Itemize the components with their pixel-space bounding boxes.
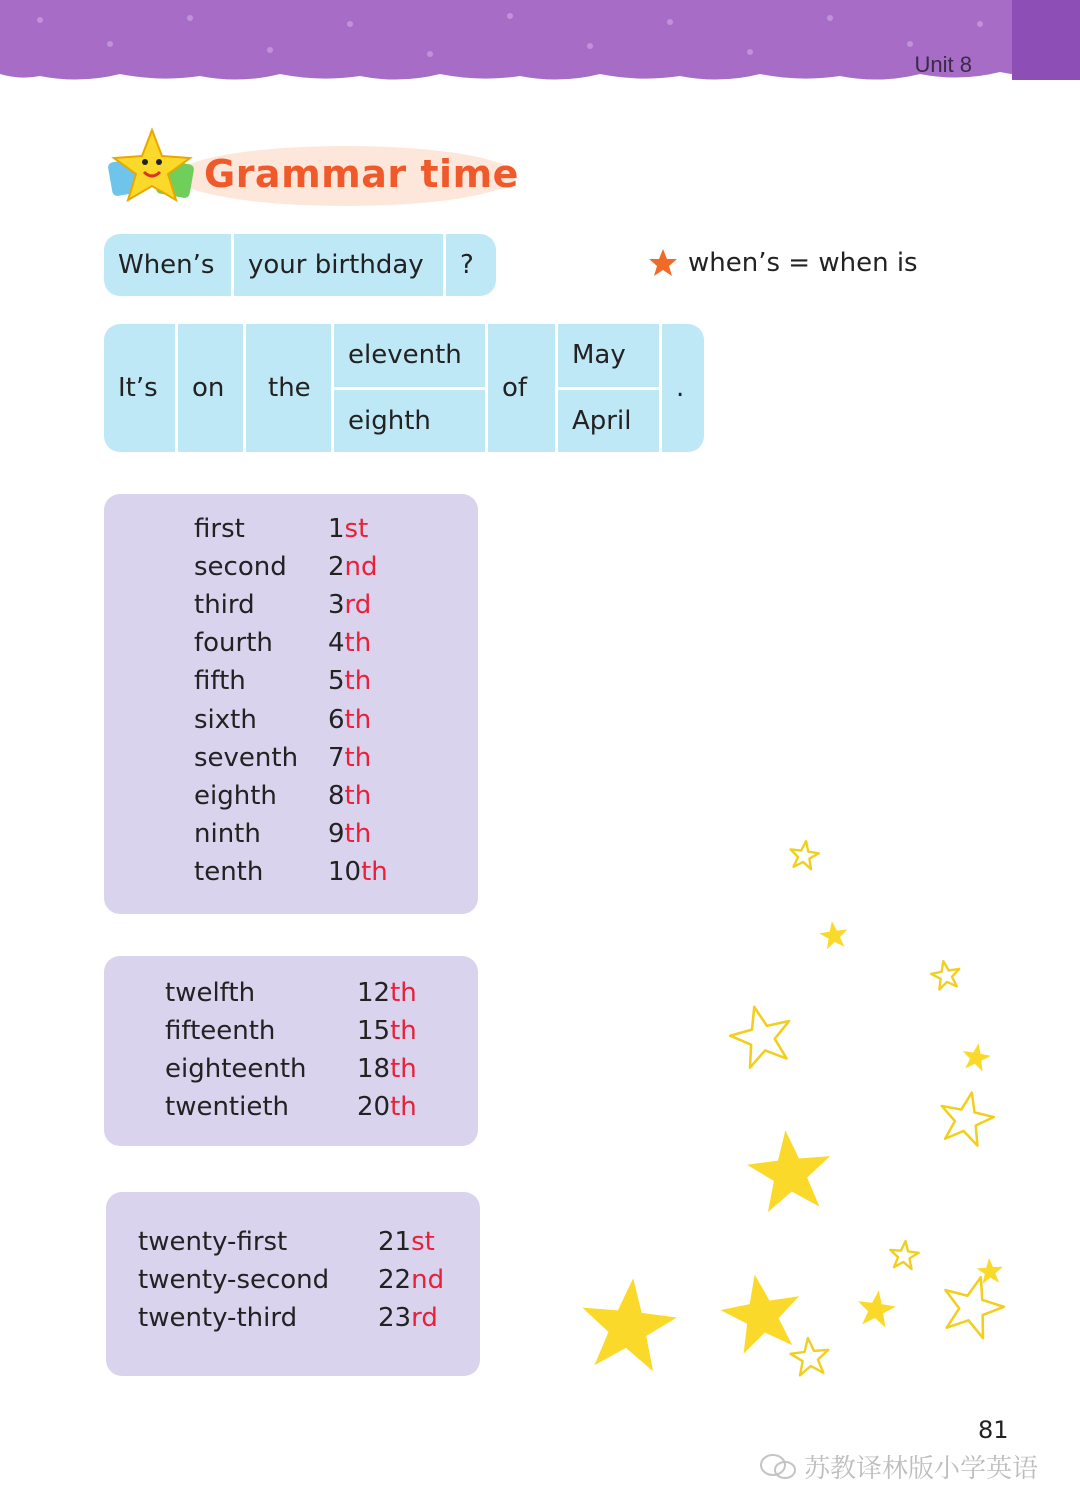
ordinal-digits: 7	[328, 742, 345, 773]
question-sentence	[104, 234, 496, 296]
ordinal-number	[357, 1088, 417, 1126]
question-word-your-birthday: your birthday	[234, 234, 446, 296]
ordinal-digits: 4	[328, 628, 345, 659]
ordinal-suffix: th	[344, 628, 372, 659]
ordinal-word: sixth	[194, 704, 257, 735]
ordinal-word: twentieth	[165, 1092, 290, 1123]
ordinal-word: second	[194, 552, 287, 583]
option-april: April	[572, 405, 632, 436]
option-eighth: eighth	[348, 405, 431, 436]
outline-star-icon	[788, 839, 820, 870]
ordinal-digits: 22	[378, 1265, 412, 1296]
answer-word-of: of	[488, 324, 558, 452]
ordinal-row	[138, 1261, 498, 1299]
ordinal-number	[328, 739, 371, 777]
ordinal-number	[328, 586, 371, 624]
question-word-whens: When’s	[104, 234, 234, 296]
ordinal-suffix: st	[411, 1227, 435, 1257]
ordinal-row	[194, 548, 448, 586]
filled-star-icon	[744, 1126, 835, 1214]
ordinal-word: first	[194, 514, 245, 544]
answer-word-on: on	[178, 324, 246, 452]
star-mascot-icon	[107, 130, 194, 200]
ordinal-word: fourth	[194, 628, 273, 659]
ordinal-number	[357, 1050, 417, 1088]
ordinal-digits: 1	[328, 514, 345, 544]
ordinal-digits: 6	[328, 704, 345, 735]
ordinal-suffix: th	[344, 742, 372, 773]
ordinal-suffix: rd	[344, 590, 372, 621]
watermark	[758, 1448, 1038, 1485]
filled-star-icon	[855, 1288, 898, 1329]
ordinal-number	[378, 1223, 435, 1261]
wechat-icon	[758, 1452, 798, 1482]
option-may: May	[558, 324, 659, 390]
ordinal-digits: 21	[378, 1227, 412, 1257]
ordinal-row	[194, 701, 448, 739]
unit-label: Unit 8	[914, 52, 972, 77]
ordinal-suffix: th	[344, 666, 372, 697]
ordinal-number	[378, 1299, 438, 1337]
ordinal-row	[138, 1223, 498, 1261]
ordinal-suffix: th	[390, 1054, 417, 1085]
ordinal-number	[328, 662, 371, 700]
ordinal-digits: 9	[328, 818, 345, 849]
ordinal-suffix: rd	[411, 1303, 438, 1334]
ordinal-word: twenty-second	[138, 1265, 330, 1296]
ordinal-word: eighth	[194, 780, 277, 811]
ordinal-suffix: nd	[411, 1265, 445, 1296]
ordinal-number	[328, 777, 371, 815]
outline-star-icon	[725, 1000, 798, 1071]
filled-star-icon	[715, 1268, 807, 1357]
ordinal-row	[194, 662, 448, 700]
answer-word-the: the	[246, 324, 334, 452]
ordinal-digits: 3	[328, 590, 345, 621]
ordinal-suffix: th	[361, 856, 388, 887]
filled-star-icon	[976, 1257, 1004, 1284]
ordinal-number	[357, 1012, 417, 1050]
ordinal-row	[194, 815, 448, 853]
ordinal-word: tenth	[194, 856, 264, 887]
ordinal-row	[165, 974, 477, 1012]
ordinal-number	[328, 701, 371, 739]
ordinal-options	[334, 324, 488, 452]
ordinal-digits: 23	[378, 1303, 412, 1334]
ordinal-word: fifteenth	[165, 1016, 276, 1047]
ordinal-row	[138, 1299, 498, 1337]
ordinal-word: third	[194, 590, 255, 621]
ordinal-row	[165, 1088, 477, 1126]
ordinal-suffix: th	[344, 704, 372, 735]
ordinal-word: twelfth	[165, 978, 256, 1008]
ordinal-suffix: th	[390, 1092, 417, 1123]
ordinal-row	[194, 586, 448, 624]
question-mark: ?	[460, 250, 474, 280]
ordinal-row	[194, 624, 448, 662]
page-number: 81	[978, 1416, 1009, 1444]
outline-star-icon	[929, 959, 962, 991]
watermark-text: 苏教译林版小学英语	[804, 1454, 1039, 1484]
ordinal-digits: 2	[328, 552, 345, 583]
ordinal-word: seventh	[194, 742, 299, 773]
ordinal-number	[328, 548, 378, 586]
answer-period: .	[676, 373, 685, 403]
ordinal-word: twenty-third	[138, 1303, 298, 1334]
ordinal-suffix: th	[344, 818, 372, 849]
outline-star-icon	[935, 1087, 998, 1148]
option-eleventh: eleventh	[334, 324, 485, 390]
note-text: when’s = when is	[688, 248, 918, 278]
ordinal-number	[328, 815, 371, 853]
orange-star-icon	[648, 248, 678, 278]
ordinal-word: eighteenth	[165, 1054, 307, 1085]
ordinal-number	[328, 510, 368, 548]
ordinal-number	[357, 974, 417, 1012]
month-options	[558, 324, 662, 452]
ordinal-digits: 8	[328, 780, 345, 811]
ordinal-suffix: st	[344, 514, 369, 544]
ordinal-suffix: th	[390, 978, 417, 1008]
ordinal-word: twenty-first	[138, 1227, 288, 1257]
answer-word-its: It’s	[104, 324, 178, 452]
ordinal-suffix: nd	[344, 552, 378, 583]
ordinal-suffix: th	[344, 780, 372, 811]
ordinal-digits: 18	[357, 1054, 391, 1085]
ordinal-row	[194, 853, 448, 891]
ordinal-word: ninth	[194, 818, 261, 849]
contraction-note	[648, 248, 918, 278]
ordinal-digits: 20	[357, 1092, 391, 1123]
filled-star-icon	[818, 919, 850, 950]
section-title: Grammar time	[204, 152, 519, 196]
ordinal-row	[165, 1012, 477, 1050]
outline-star-icon	[789, 1336, 831, 1376]
ordinal-digits: 12	[357, 978, 391, 1008]
ordinal-digits: 10	[328, 856, 362, 887]
outline-star-icon	[889, 1240, 920, 1270]
ordinal-word: fifth	[194, 666, 246, 697]
ordinal-suffix: th	[390, 1016, 417, 1047]
answer-sentence	[104, 324, 704, 452]
ordinal-row	[194, 510, 448, 548]
ordinal-digits: 5	[328, 666, 345, 697]
ordinal-number	[378, 1261, 444, 1299]
ordinal-digits: 15	[357, 1016, 391, 1047]
ordinal-row	[194, 777, 448, 815]
outline-star-icon	[936, 1269, 1010, 1341]
section-title-block	[96, 124, 526, 214]
ordinal-row	[165, 1050, 477, 1088]
ordinal-number	[328, 853, 388, 891]
ordinal-number	[328, 624, 371, 662]
filled-star-icon	[577, 1273, 681, 1373]
ordinal-row	[194, 739, 448, 777]
filled-star-icon	[960, 1041, 993, 1073]
